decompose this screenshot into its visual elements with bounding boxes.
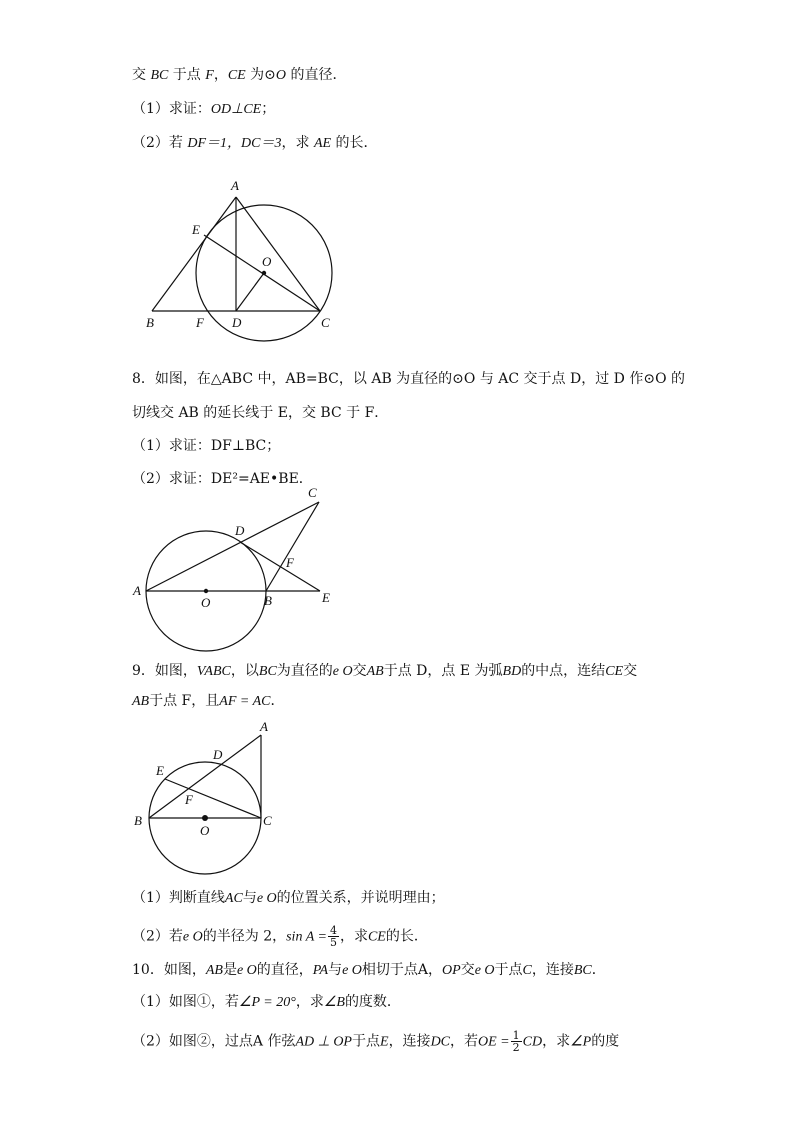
- math-sin-a: sin A =: [286, 929, 327, 945]
- p7-label-f: F: [196, 315, 204, 330]
- text: ，求: [339, 928, 368, 945]
- p8-line-2: 切线交 AB 的延长线于 E，交 BC 于 F．: [132, 405, 389, 421]
- p8-question-1: （1）求证：DF⊥BC；: [132, 438, 281, 454]
- text: 交: [623, 663, 638, 679]
- math-ab: AB: [366, 664, 384, 679]
- math-circle-o: e O: [236, 963, 257, 978]
- text: 的度数．: [344, 994, 401, 1010]
- math-pa: PA: [312, 963, 329, 978]
- math-bc: BC: [150, 68, 169, 83]
- text: ，求: [281, 135, 314, 151]
- math-cd: CD: [522, 1034, 543, 1050]
- p9-label-a: A: [260, 719, 268, 734]
- p9-segment-ec: [165, 779, 261, 818]
- math-bc: BC: [573, 963, 592, 978]
- text: ．: [591, 962, 606, 978]
- p8-question-2: （2）求证：DE²=AE•BE．: [132, 471, 313, 487]
- math-o: O: [275, 68, 287, 83]
- text: 的直径，: [256, 962, 313, 978]
- math-angle-p: ∠P: [570, 1034, 592, 1050]
- math-angle-b: ∠B: [323, 995, 345, 1010]
- p8-label-e: E: [322, 590, 330, 605]
- math-expr: DF＝1，DC＝3: [187, 136, 282, 151]
- p9-label-o: O: [200, 823, 210, 838]
- text: （1）判断直线: [132, 890, 225, 906]
- p7-label-d: D: [232, 315, 242, 330]
- p9-question-1: [132, 889, 445, 908]
- math-expr: AF = AC: [219, 694, 271, 709]
- fraction-denominator: 5: [329, 936, 337, 949]
- math-circle-o: e O: [182, 929, 203, 945]
- p7-label-a: A: [231, 178, 239, 193]
- text: （2）如图②，过点A 作弦: [132, 1033, 296, 1050]
- text: ，: [213, 67, 228, 83]
- text: 为直径的: [276, 663, 333, 679]
- p8-label-b: B: [264, 593, 272, 608]
- math-oe: OE =: [478, 1034, 510, 1050]
- math-circle-o: e O: [332, 664, 353, 679]
- math-ae: AE: [313, 136, 332, 151]
- p7-label-c: C: [321, 315, 330, 330]
- text: 交: [460, 962, 475, 978]
- text: ，若: [450, 1033, 479, 1050]
- text: 是: [222, 962, 237, 978]
- text: ，连接: [388, 1033, 431, 1050]
- text: 10．如图，: [132, 962, 206, 978]
- text: （2）若: [132, 928, 183, 945]
- math-ac: AC: [224, 891, 243, 906]
- math-fraction: [511, 1030, 522, 1053]
- text: ；: [261, 101, 276, 117]
- math-e: E: [380, 1034, 389, 1050]
- p9-label-d: D: [213, 747, 223, 762]
- fraction-numerator: 4: [329, 924, 337, 937]
- math-triangle: VABC: [196, 664, 231, 679]
- math-ab: AB: [205, 963, 223, 978]
- fraction-numerator: 1: [512, 1029, 520, 1042]
- text: ，以: [230, 663, 259, 679]
- p8-label-d: D: [235, 523, 245, 538]
- text: 的长．: [385, 928, 428, 945]
- math-circle-o: e O: [474, 963, 495, 978]
- p8-label-f: F: [286, 555, 294, 570]
- text: ，连接: [531, 962, 574, 978]
- text: ，求: [295, 994, 324, 1010]
- text: 的中点，连结: [521, 663, 606, 679]
- p8-label-o: O: [201, 595, 211, 610]
- text: （2）若: [132, 135, 188, 151]
- text: 与: [328, 962, 343, 978]
- math-ab: AB: [132, 694, 150, 709]
- text: 于点: [168, 67, 206, 83]
- p9-segment-ba: [149, 735, 261, 818]
- p7-label-b: B: [146, 315, 154, 330]
- math-f: F: [205, 68, 214, 83]
- p9-question-2: [132, 925, 428, 948]
- text: （1）求证：: [132, 101, 211, 117]
- math-dc: DC: [430, 1034, 451, 1050]
- p8-line-1: 8．如图，在△ABC 中，AB=BC，以 AB 为直径的⊙O 与 AC 交于点 D，过 D 作⊙O 的: [132, 371, 686, 387]
- p9-center-dot: [202, 815, 208, 821]
- text: 于点 D，点 E 为弧: [383, 663, 503, 679]
- text: ，求: [542, 1033, 571, 1050]
- math-ce: CE: [227, 68, 246, 83]
- text: 交: [132, 67, 151, 83]
- math-circle-o: e O: [256, 891, 277, 906]
- math-circle-o: e O: [342, 963, 362, 978]
- text: 于点: [352, 1033, 380, 1050]
- text: 的半径为 2，: [202, 928, 287, 945]
- text: 与: [242, 890, 257, 906]
- math-ce: CE: [367, 929, 386, 945]
- math-bc: BC: [258, 664, 277, 679]
- math-expr: OD⊥CE: [210, 102, 262, 117]
- text: 交: [352, 663, 367, 679]
- text: 的位置关系，并说明理由；: [276, 890, 445, 906]
- text: （1）如图①，若: [132, 994, 239, 1010]
- math-expr: ∠P = 20°: [238, 995, 296, 1010]
- p10-question-1: [132, 993, 401, 1012]
- math-op: OP: [442, 963, 461, 978]
- fraction-denominator: 2: [512, 1041, 520, 1054]
- p7-label-e: E: [192, 222, 200, 237]
- text: 的直径．: [286, 67, 347, 83]
- p9-label-e: E: [156, 763, 164, 778]
- text: ．: [270, 693, 285, 709]
- math-expr: AD ⊥ OP: [295, 1034, 352, 1050]
- p9-label-c: C: [263, 813, 272, 828]
- p8-label-c: C: [308, 485, 317, 500]
- text: 的度: [591, 1033, 620, 1050]
- p9-label-b: B: [134, 813, 142, 828]
- text: 的长．: [331, 135, 378, 151]
- p9-label-f: F: [185, 792, 193, 807]
- p10-line-1: [132, 961, 606, 980]
- p10-question-2: [132, 1030, 619, 1053]
- math-ce: CE: [605, 664, 624, 679]
- text: 9．如图，: [132, 663, 197, 679]
- math-fraction: [328, 925, 339, 948]
- p7-label-o: O: [262, 254, 272, 269]
- text: 相切于点A，: [361, 962, 443, 978]
- p8-label-a: A: [133, 583, 141, 598]
- text: 为⊙: [245, 67, 276, 83]
- math-c: C: [522, 963, 532, 978]
- text: 于点 F，且: [149, 693, 220, 709]
- text: 于点: [494, 962, 523, 978]
- math-bd: BD: [502, 664, 522, 679]
